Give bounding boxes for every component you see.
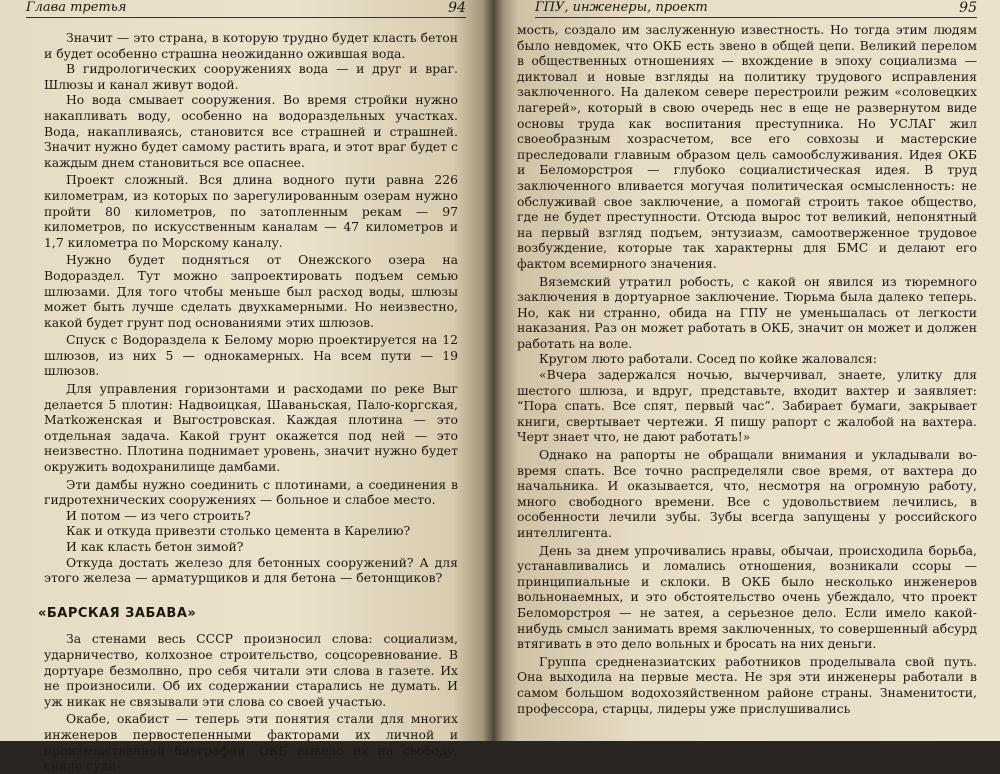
left-page	[0, 0, 493, 774]
paragraph: «Вчера задержался ночью, вычерчивал, знаете, улитку для шестого шлюза, и вдруг, представьте, входит вахтер и заявляет: “Пора спать. Все спят, первый час”. Забирает бумаги, закрывает книги, свертывает чертежи. Я пишу рапорт с жалобой на вахтера. Черт знает что, не дают работать!»	[517, 367, 977, 445]
header-rule	[535, 17, 977, 18]
header-rule	[26, 17, 466, 18]
paragraph: Откуда достать железо для бетонных сооружений? А для этого железа — арматурщиков и для бетона — бетонщиков?	[44, 554, 458, 586]
page-number-left: 94	[448, 0, 466, 16]
page-number-right: 95	[959, 0, 977, 16]
paragraph: Однако на рапорты не обращали внимания и укладывали во-время спать. Все точно распределяли свое время, от вахтера до начальника. И оказывается, что, несмотря на огромную работу, много свободного времени. Все с удовольствием лечились, в особенности лечили зубы. Зубы всегда запущены у российского интеллигента.	[517, 447, 977, 540]
paragraph: Нужно будет подняться от Онежского озера на Водораздел. Тут можно запроектировать подъем семью шлюзами. Для того чтобы меньше был расход воды, шлюзы может быть лучше сделать двухкамерными. Но неизвестно, какой будет грунт под основаниями этих шлюзов.	[44, 252, 458, 330]
paragraph: Эти дамбы нужно соединить с плотинами, а соединения в гидротехнических сооружениях — больное и слабое место.	[44, 476, 458, 508]
paragraph: мость, создало им заслуженную известность. Но тогда этим людям было невдомек, что ОКБ есть звено в общей цепи. Великий перелом в общественных отношениях — вхождение в эпоху социализма — диктовал и новые взгляды на политику трудового исправления заключенного. На далеком севере перестроили режим «соловецких лагерей», который в свою очередь нес в еще не развернутом виде основы труда как воспитания преступника. Но УСЛАГ жил своеобразным хозрасчетом, все его совхозы и мастерские преследовали главным образом цель самообслуживания. Идея ОКБ и Беломорстроя — глубоко социалистическая идея. В труд заключенного вливается могучая политическая осмысленность: не обслуживай свое заключение, а помогай строить такое общество, где не будет преступности. Отсюда вырос тот великий, непонятный на первый взгляд подъем, энтузиазм, самоотверженное трудовое возбуждение, которые так характерны для БМС и делают его фактом всемирного значения.	[517, 22, 977, 271]
paragraph: Группа средненазиатских работников проделывала свой путь. Она выходила на первые места. Не зря эти инженеры работали в самом большом водохозяйственном районе страны. Знаменитости, профессора, старцы, лидеры уже прислушивались	[517, 653, 977, 716]
paragraph: И потом — из чего строить?	[66, 507, 251, 523]
section-running-title: ГПУ, инженеры, проект	[535, 0, 708, 15]
paragraph: Для управления горизонтами и расходами по реке Выг делается 5 плотин: Надвоицкая, Шаваньская, Пало-коргская, Матkoженская и Выгостровская. Каждая плотина — это отдельная задача. Какой грунт окажется под ней — это неизвестно. Плотина поднимает уровень, значит нужно будет окружить водохранилище дамбами.	[44, 381, 458, 475]
right-page-text	[517, 22, 977, 716]
chapter-title: Глава третья	[26, 0, 127, 15]
paragraph: Но вода смывает сооружения. Во время стройки нужно накапливать воду, особенно на водораздельных участках. Вода, накапливаясь, становится все страшней и страшней. Значит нужно будет самому растить врага, и этот враг будет с каждым днем становиться все опаснее.	[44, 92, 458, 170]
right-running-head	[535, 0, 977, 16]
paragraph: И как класть бетон зимой?	[66, 539, 244, 554]
paragraph: Окабе, окабист — теперь эти понятия стали для многих инженеров первостепенными факторами их личной и производственной биографии. ОКБ вывело их на свободу, сняло суди-	[44, 711, 458, 774]
paragraph: Спуск с Водораздела к Белому морю проектируется на 12 шлюзов, из них 5 — однокамерных. На всем пути — 19 шлюзов.	[44, 332, 458, 379]
paragraph: В гидрологических сооружениях вода — и друг и враг. Шлюзы и канал живут водой.	[44, 61, 458, 92]
left-page-text	[38, 30, 458, 774]
left-running-head	[26, 0, 466, 16]
paragraph: За стенами весь СССР произносил слова: социализм, ударничество, колхозное строительство, соцсоревнование. В дортуаре безмолвно, про себя читали эти слова в газете. Их не произносили. Об их содержании старались не думать. И уж никак не связывали эти слова со своей участью.	[44, 631, 458, 709]
paragraph: Как и откуда привезти столько цемента в Карелию?	[66, 523, 411, 539]
section-heading: «БАРСКАЯ ЗАБАВА»	[38, 605, 197, 621]
right-page	[493, 0, 1000, 741]
paragraph: Проект сложный. Вся длина водного пути равна 226 километрам, из которых по зарегулированным озерам нужно пройти 80 километров, по затопленным рекам — 97 километров, по искусственным каналам — 47 километров и 1,7 километра по Морскому каналу.	[44, 172, 458, 250]
book-gutter	[483, 0, 503, 741]
paragraph: День за днем упрочивались нравы, обычаи, происходила борьба, устанавливались и ломались отношения, возникали ссоры — принципиальные и склоки. В ОКБ было несколько инженеров вольнонаемных, и это обстоятельство очень убеждало, что проект Беломорстроя — не затея, а серьезное дело. Если имело какой-нибудь смысл занимать время заключенных, то совершенный абсурд втягивать в это дело вольных и бросать на них деньги.	[517, 542, 977, 652]
paragraph: Вяземский утратил робость, с какой он явился из тюремного заключения в дортуарное заключение. Тюрьма была далеко теперь. Но, как ни странно, обида на ГПУ не уменьшалась от легкости наказания. Раз он может работать в ОКБ, значит он может и должен работать на воле.	[517, 273, 977, 351]
paragraph: Значит — это страна, в которую трудно будет класть бетон и будет особенно страшна неожиданно ожившая вода.	[44, 30, 458, 61]
paragraph: Кругом люто работали. Сосед по койке жаловался:	[539, 351, 877, 367]
